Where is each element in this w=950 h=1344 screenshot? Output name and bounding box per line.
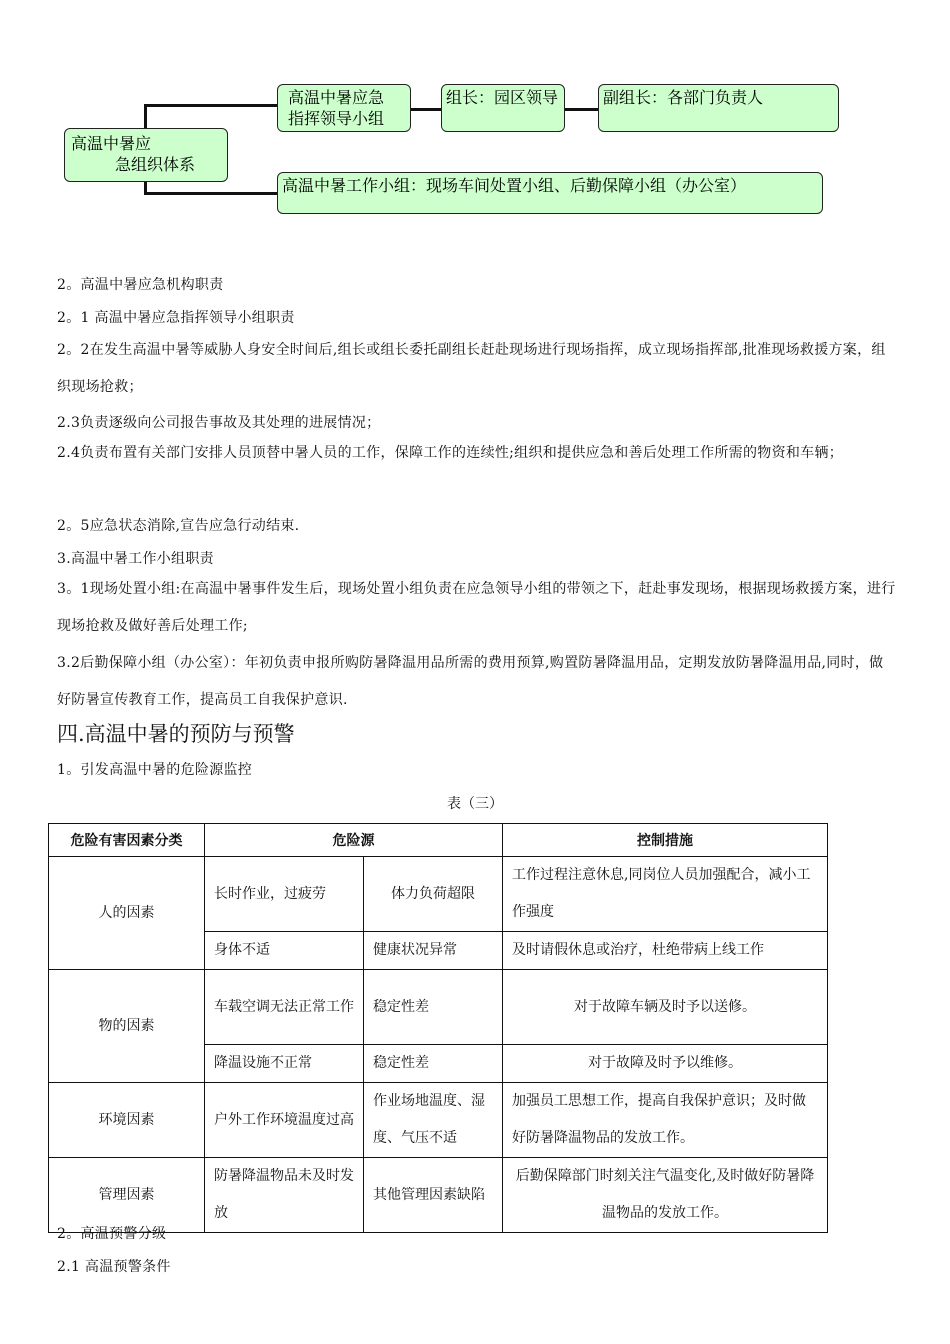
paragraph-2-3: 2.3负责逐级向公司报告事故及其处理的进展情况； bbox=[57, 415, 381, 431]
measure-cell: 工作过程注意休息,同岗位人员加强配合，减小工作强度 bbox=[503, 857, 828, 932]
source2-cell: 健康状况异常 bbox=[364, 932, 503, 970]
org-root-line2: 急组织体系 bbox=[115, 155, 196, 174]
category-cell: 管理因素 bbox=[49, 1158, 205, 1233]
header-control-measure: 控制措施 bbox=[503, 824, 828, 857]
source1-cell: 身体不适 bbox=[205, 932, 364, 970]
source2-cell: 其他管理因素缺陷 bbox=[364, 1158, 503, 1233]
table-header-row bbox=[49, 824, 828, 857]
org-work-group-label: 高温中暑工作小组：现场车间处置小组、后勤保障小组（办公室） bbox=[282, 176, 747, 195]
category-cell: 人的因素 bbox=[49, 857, 205, 970]
table-row bbox=[49, 970, 828, 1045]
source2-cell: 作业场地温度、湿度、气压不适 bbox=[364, 1083, 503, 1158]
paragraph-2-2: 2。2在发生高温中暑等威胁人身安全时间后,组长或组长委托副组长赶赴现场进行现场指挥，成立现场指挥部,批准现场救援方案，组织现场抢救； bbox=[57, 342, 886, 395]
paragraph-3: 3.高温中暑工作小组职责 bbox=[57, 551, 214, 567]
section-heading: 四.高温中暑的预防与预警 bbox=[57, 722, 295, 746]
source1-cell: 车载空调无法正常工作 bbox=[205, 970, 364, 1045]
table-row bbox=[49, 857, 828, 932]
table-row bbox=[49, 1083, 828, 1158]
connector-leader-to-deputy bbox=[564, 108, 599, 111]
org-root-node bbox=[64, 128, 228, 182]
org-chart bbox=[0, 0, 950, 240]
org-work-group-node bbox=[277, 172, 823, 214]
connector-leader-group-to-leader bbox=[410, 108, 442, 111]
hazard-table bbox=[48, 823, 828, 1233]
org-root-line1: 高温中暑应 bbox=[71, 134, 152, 153]
source1-cell: 降温设施不正常 bbox=[205, 1045, 364, 1083]
source1-cell: 户外工作环境温度过高 bbox=[205, 1083, 364, 1158]
org-leader-group-line2: 指挥领导小组 bbox=[288, 109, 385, 128]
paragraph-2-1: 2。1 高温中暑应急指挥领导小组职责 bbox=[57, 310, 295, 326]
org-deputy-node bbox=[598, 84, 839, 132]
org-leader-label: 组长：园区领导 bbox=[446, 88, 559, 107]
table-row bbox=[49, 1158, 828, 1233]
header-hazard-source: 危险源 bbox=[205, 824, 503, 857]
org-leader-group-node bbox=[277, 84, 411, 132]
subheading-hazard-monitoring: 1。引发高温中暑的危险源监控 bbox=[57, 762, 253, 778]
connector-to-leader-group bbox=[144, 104, 278, 107]
table-caption: 表（三） bbox=[447, 796, 503, 812]
measure-cell: 及时请假休息或治疗，杜绝带病上线工作 bbox=[503, 932, 828, 970]
measure-cell: 后勤保障部门时刻关注气温变化,及时做好防暑降温物品的发放工作。 bbox=[503, 1158, 828, 1233]
measure-cell: 对于故障及时予以维修。 bbox=[503, 1045, 828, 1083]
source2-cell: 稳定性差 bbox=[364, 970, 503, 1045]
source2-cell: 稳定性差 bbox=[364, 1045, 503, 1083]
header-category: 危险有害因素分类 bbox=[49, 824, 205, 857]
source2-cell: 体力负荷超限 bbox=[364, 857, 503, 932]
paragraph-3-1: 3。1现场处置小组:在高温中暑事件发生后，现场处置小组负责在应急领导小组的带领之下，赶赴事发现场，根据现场救援方案，进行现场抢救及做好善后处理工作; bbox=[57, 581, 896, 634]
paragraph-2-5: 2。5应急状态消除,宣告应急行动结束. bbox=[57, 518, 300, 534]
org-leader-node bbox=[441, 84, 565, 132]
org-leader-group-line1: 高温中暑应急 bbox=[288, 88, 385, 107]
source1-cell: 防暑降温物品未及时发放 bbox=[205, 1158, 364, 1233]
paragraph-3-2: 3.2后勤保障小组（办公室）：年初负责申报所购防暑降温用品所需的费用预算,购置防暑降温用品，定期发放防暑降温用品,同时，做好防暑宣传教育工作，提高员工自我保护意识. bbox=[57, 655, 884, 708]
paragraph-warning-conditions: 2.1 高温预警条件 bbox=[57, 1259, 171, 1275]
connector-to-work-group bbox=[144, 192, 278, 195]
measure-cell: 对于故障车辆及时予以送修。 bbox=[503, 970, 828, 1045]
paragraph-warning-levels: 2。高温预警分级 bbox=[57, 1226, 167, 1242]
paragraph-2: 2。高温中暑应急机构职责 bbox=[57, 277, 224, 293]
paragraph-2-4: 2.4负责布置有关部门安排人员顶替中暑人员的工作，保障工作的连续性;组织和提供应急和善后处理工作所需的物资和车辆； bbox=[57, 445, 844, 461]
category-cell: 环境因素 bbox=[49, 1083, 205, 1158]
source1-cell: 长时作业，过疲劳 bbox=[205, 857, 364, 932]
org-deputy-label: 副组长：各部门负责人 bbox=[603, 88, 764, 107]
measure-cell: 加强员工思想工作，提高自我保护意识；及时做好防暑降温物品的发放工作。 bbox=[503, 1083, 828, 1158]
category-cell: 物的因素 bbox=[49, 970, 205, 1083]
